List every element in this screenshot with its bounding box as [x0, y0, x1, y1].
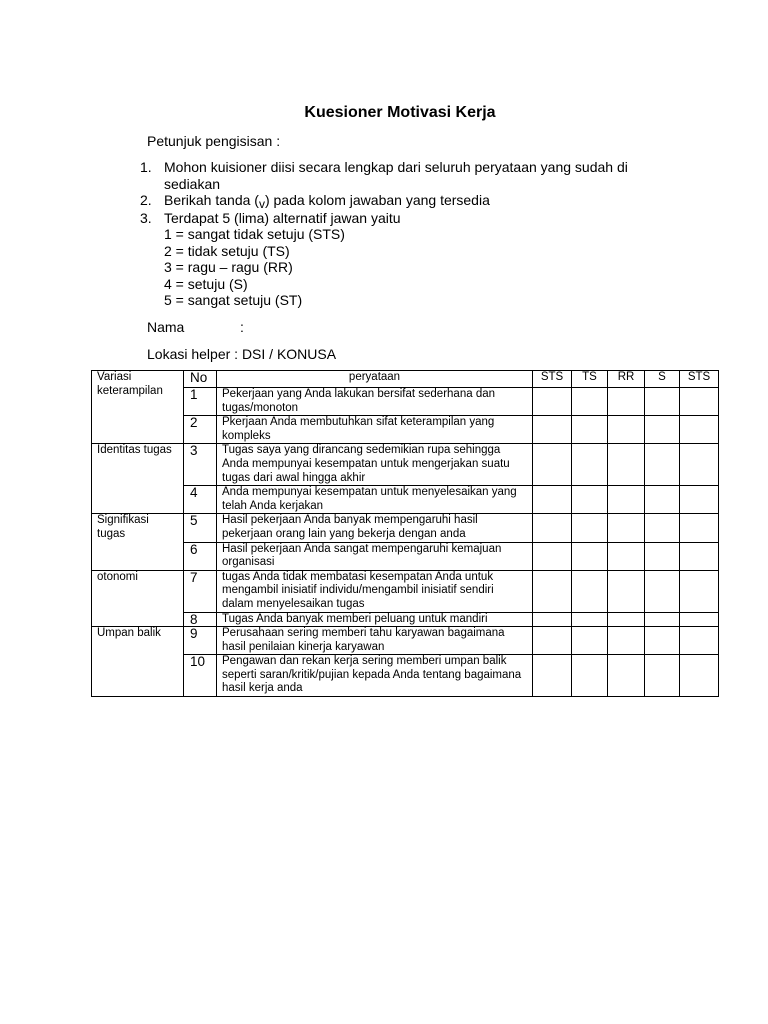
table-row — [92, 655, 719, 697]
answer-cell-ts[interactable] — [572, 612, 608, 627]
location-value: : DSI / KONUSA — [234, 346, 337, 362]
answer-cell-sts[interactable] — [533, 542, 572, 570]
name-field — [147, 319, 244, 335]
instruction-text — [164, 192, 660, 210]
row-number: 6 — [184, 542, 217, 570]
answer-cell-sts[interactable] — [533, 612, 572, 627]
row-statement: Pkerjaan Anda membutuhkan sifat keterampilan yang kompleks — [217, 416, 533, 444]
row-statement: Hasil pekerjaan Anda sangat mempengaruhi kemajuan organisasi — [217, 542, 533, 570]
answer-cell-rr[interactable] — [608, 486, 645, 514]
answer-cell-st[interactable] — [680, 612, 719, 627]
answer-cell-s[interactable] — [645, 627, 680, 655]
instruction-item-2 — [140, 192, 660, 210]
answer-cell-rr[interactable] — [608, 612, 645, 627]
answer-cell-s[interactable] — [645, 486, 680, 514]
answer-cell-s[interactable] — [645, 570, 680, 612]
answer-cell-ts[interactable] — [572, 388, 608, 416]
answer-cell-st[interactable] — [680, 514, 719, 542]
answer-cell-ts[interactable] — [572, 570, 608, 612]
answer-cell-s[interactable] — [645, 542, 680, 570]
answer-cell-sts[interactable] — [533, 514, 572, 542]
answer-cell-ts[interactable] — [572, 514, 608, 542]
answer-cell-st[interactable] — [680, 486, 719, 514]
row-statement: Perusahaan sering memberi tahu karyawan bagaimana hasil penilaian kinerja karyawan — [217, 627, 533, 655]
row-number: 1 — [184, 388, 217, 416]
answer-cell-sts[interactable] — [533, 570, 572, 612]
checkmark-symbol: v — [258, 197, 265, 211]
row-statement: Tugas saya yang dirancang sedemikian rupa sehingga Anda mempunyai kesempatan untuk mengerjakan suatu tugas dari awal hingga akhir — [217, 444, 533, 486]
table-row — [92, 542, 719, 570]
answer-cell-rr[interactable] — [608, 444, 645, 486]
instruction-number: 1. — [140, 159, 152, 175]
scale-item: 4 = setuju (S) — [164, 275, 248, 292]
header-answer-s: S — [645, 371, 680, 388]
answer-cell-rr[interactable] — [608, 655, 645, 697]
answer-cell-rr[interactable] — [608, 388, 645, 416]
table-row — [92, 444, 719, 486]
answer-cell-s[interactable] — [645, 612, 680, 627]
instruction-item-1 — [140, 159, 660, 192]
header-no: No — [184, 371, 217, 388]
header-answer-st: STS — [680, 371, 719, 388]
instruction-text: Terdapat 5 (lima) alternatif jawan yaitu — [164, 209, 401, 226]
row-statement: Pengawan dan rekan kerja sering memberi umpan balik seperti saran/kritik/pujian kepada Anda tentang bagaimana hasil kerja anda — [217, 655, 533, 697]
answer-cell-sts[interactable] — [533, 486, 572, 514]
table-row — [92, 416, 719, 444]
answer-cell-sts[interactable] — [533, 416, 572, 444]
row-statement: Anda mempunyai kesempatan untuk menyelesaikan yang telah Anda kerjakan — [217, 486, 533, 514]
instructions-heading: Petunjuk pengisisan : — [147, 133, 281, 149]
row-statement: Tugas Anda banyak memberi peluang untuk mandiri — [217, 612, 533, 627]
answer-cell-rr[interactable] — [608, 570, 645, 612]
answer-cell-st[interactable] — [680, 542, 719, 570]
row-number: 4 — [184, 486, 217, 514]
instruction-item-3 — [140, 210, 660, 227]
table-body — [92, 371, 719, 697]
instruction-text-pre: Berikah tanda ( — [164, 192, 259, 208]
header-statement: peryataan — [217, 371, 533, 388]
answer-cell-s[interactable] — [645, 416, 680, 444]
answer-cell-sts[interactable] — [533, 444, 572, 486]
questionnaire-table — [91, 370, 719, 697]
row-number: 5 — [184, 514, 217, 542]
answer-cell-ts[interactable] — [572, 444, 608, 486]
location-label: Lokasi helper — [147, 346, 231, 362]
answer-cell-s[interactable] — [645, 655, 680, 697]
page-title: Kuesioner Motivasi Kerja — [304, 104, 496, 121]
instruction-text: Mohon kuisioner diisi secara lengkap dari seluruh peryataan yang sudah di sediakan — [164, 159, 628, 192]
row-number: 10 — [184, 655, 217, 697]
answer-cell-ts[interactable] — [572, 416, 608, 444]
answer-cell-rr[interactable] — [608, 627, 645, 655]
scale-item: 2 = tidak setuju (TS) — [164, 242, 290, 259]
answer-cell-sts[interactable] — [533, 388, 572, 416]
table-row — [92, 388, 719, 416]
answer-cell-s[interactable] — [645, 514, 680, 542]
scale-item: 1 = sangat tidak setuju (STS) — [164, 226, 345, 242]
answer-cell-s[interactable] — [645, 388, 680, 416]
scale-item: 5 = sangat setuju (ST) — [164, 292, 303, 308]
table-row — [92, 627, 719, 655]
answer-cell-rr[interactable] — [608, 542, 645, 570]
answer-cell-ts[interactable] — [572, 542, 608, 570]
table-row — [92, 612, 719, 627]
instruction-number: 3. — [140, 209, 152, 226]
answer-cell-s[interactable] — [645, 444, 680, 486]
table-row — [92, 570, 719, 612]
header-answer-rr: RR — [608, 371, 645, 388]
table-header-row — [92, 371, 719, 388]
answer-cell-ts[interactable] — [572, 655, 608, 697]
row-statement: Pekerjaan yang Anda lakukan bersifat sederhana dan tugas/monoton — [217, 388, 533, 416]
instruction-number: 2. — [140, 192, 152, 208]
answer-cell-rr[interactable] — [608, 514, 645, 542]
table-row — [92, 486, 719, 514]
scale-item: 3 = ragu – ragu (RR) — [164, 259, 293, 275]
row-number: 8 — [184, 612, 217, 627]
answer-cell-st[interactable] — [680, 627, 719, 655]
row-number: 2 — [184, 416, 217, 444]
answer-cell-ts[interactable] — [572, 627, 608, 655]
row-statement: Hasil pekerjaan Anda banyak mempengaruhi hasil pekerjaan orang lain yang bekerja dengan anda — [217, 514, 533, 542]
scale-list — [164, 226, 660, 309]
answer-cell-ts[interactable] — [572, 486, 608, 514]
row-statement: tugas Anda tidak membatasi kesempatan Anda untuk mengambil inisiatif individu/mengambil inisiatif sendiri dalam menyelesaikan tugas — [217, 570, 533, 612]
instructions-list — [140, 159, 660, 309]
header-answer-ts: TS — [572, 371, 608, 388]
category-cell: otonomi — [92, 570, 184, 626]
answer-cell-rr[interactable] — [608, 416, 645, 444]
instruction-text-post: ) pada kolom jawaban yang tersedia — [264, 192, 490, 208]
answer-cell-st[interactable] — [680, 388, 719, 416]
answer-cell-st[interactable] — [680, 444, 719, 486]
category-cell: Umpan balik — [92, 627, 184, 697]
row-number: 7 — [184, 570, 217, 612]
name-value: : — [240, 319, 244, 335]
answer-cell-sts[interactable] — [533, 627, 572, 655]
location-field — [147, 346, 336, 362]
answer-cell-st[interactable] — [680, 655, 719, 697]
row-number: 3 — [184, 444, 217, 486]
header-answer-sts: STS — [533, 371, 572, 388]
category-cell: Identitas tugas — [92, 444, 184, 514]
answer-cell-st[interactable] — [680, 570, 719, 612]
category-cell: Signifikasi tugas — [92, 514, 184, 570]
table-row — [92, 514, 719, 542]
name-label: Nama — [147, 319, 185, 335]
answer-cell-st[interactable] — [680, 416, 719, 444]
row-number: 9 — [184, 627, 217, 655]
answer-cell-sts[interactable] — [533, 655, 572, 697]
category-cell: Variasi keterampilan — [92, 371, 184, 444]
